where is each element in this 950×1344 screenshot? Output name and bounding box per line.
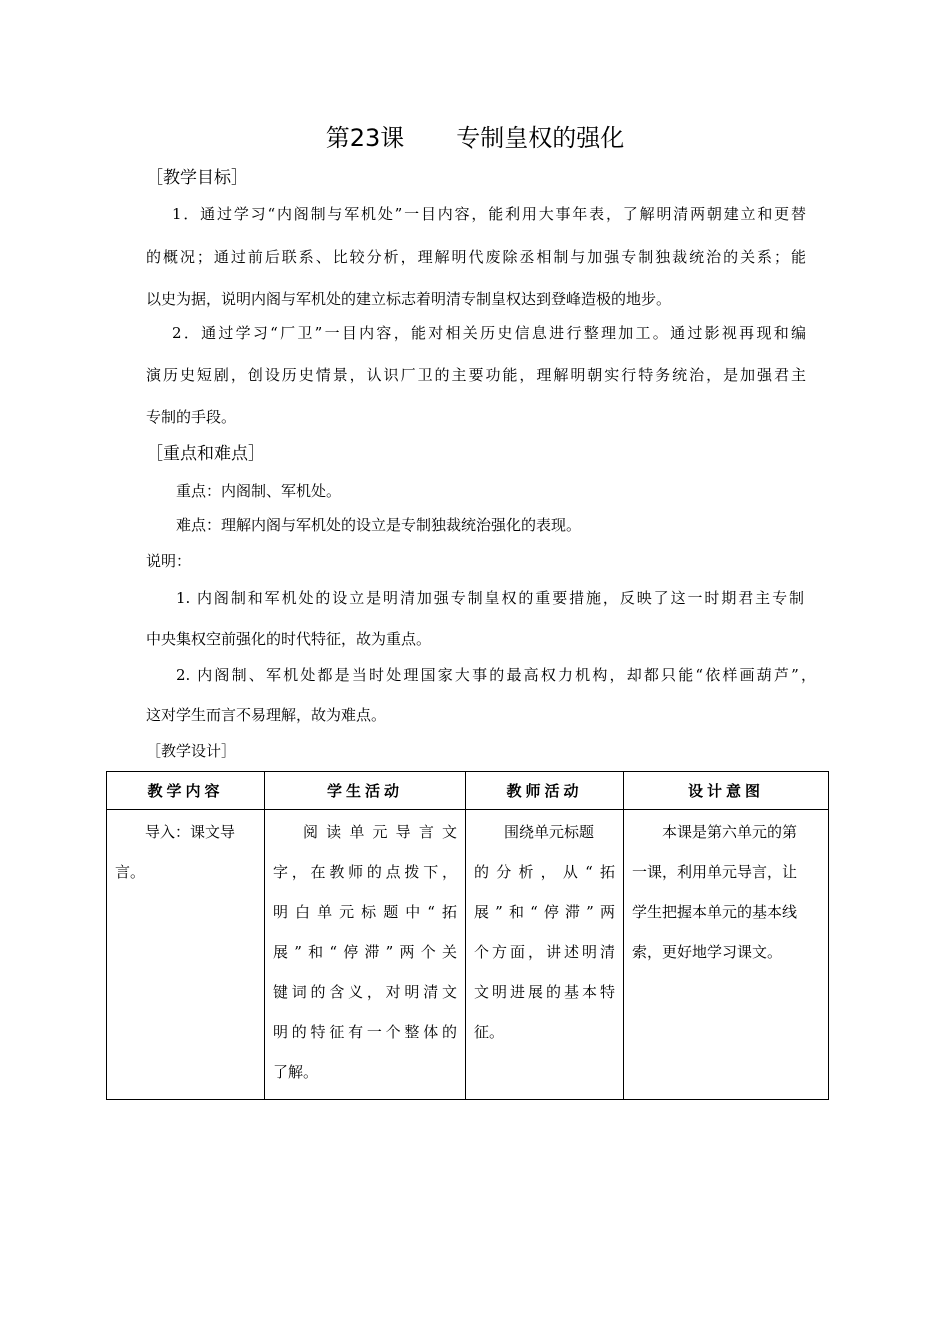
lesson-topic: 专制皇权的强化 [456,124,625,152]
intent-cell: 本课是第六单元的第 一课，利用单元导言，让 学生把握本单元的基本线 索，更好地学习课文。 [624,810,829,1100]
objective-2-line-3: 专制的手段。 [146,408,237,426]
content-cell: 导入：课文导 言。 [107,810,265,1100]
teacher-cell: 围绕单元标题 的分析，从“拓 展”和“停滞”两 个方面，讲述明清 文明进展的基本特 征。 [466,810,624,1100]
objective-2-line-1: 2．通过学习“厂卫”一目内容，能对相关历史信息进行整理加工。通过影视再现和编 [172,324,806,342]
note-1-line-1: 1. 内阁制和军机处的设立是明清加强专制皇权的重要措施，反映了这一时期君主专制 [176,589,804,607]
column-header: 教师活动 [466,772,624,810]
objective-1-line-1: 1．通过学习“内阁制与军机处”一目内容，能利用大事年表，了解明清两朝建立和更替 [172,205,806,223]
note-2-line-1: 2. 内阁制、军机处都是当时处理国家大事的最高权力机构，却都只能“依样画葫芦”， [176,666,816,684]
objective-1-line-2: 的概况；通过前后联系、比较分析，理解明代废除丞相制与加强专制独裁统治的关系；能 [146,248,806,266]
lesson-number: 第23课 [325,124,405,152]
design-table [106,771,829,1100]
table-row [107,810,829,1100]
column-header: 教学内容 [107,772,265,810]
column-header: 学生活动 [265,772,466,810]
design-heading: ［教学设计］ [146,742,237,760]
difficult-point: 难点：理解内阁与军机处的设立是专制独裁统治强化的表现。 [176,516,582,534]
page-title [0,118,950,153]
student-cell: 阅读单元导言文 字，在教师的点拨下， 明白单元标题中“拓 展”和“停滞”两个关 键词的含义，对明清文 明的特征有一个整体的 了解。 [265,810,466,1100]
note-label: 说明： [146,552,192,570]
table-header-row [107,772,829,810]
column-header: 设计意图 [624,772,829,810]
objectives-heading: ［教学目标］ [146,168,248,188]
objective-1-line-3: 以史为据，说明内阁与军机处的建立标志着明清专制皇权达到登峰造极的地步。 [146,290,672,308]
keypoints-heading: ［重点和难点］ [146,444,265,464]
key-point: 重点：内阁制、军机处。 [176,482,342,500]
note-2-line-2: 这对学生而言不易理解，故为难点。 [146,706,387,724]
objective-2-line-2: 演历史短剧，创设历史情景，认识厂卫的主要功能，理解明朝实行特务统治，是加强君主 [146,366,806,384]
note-1-line-2: 中央集权空前强化的时代特征，故为重点。 [146,630,432,648]
